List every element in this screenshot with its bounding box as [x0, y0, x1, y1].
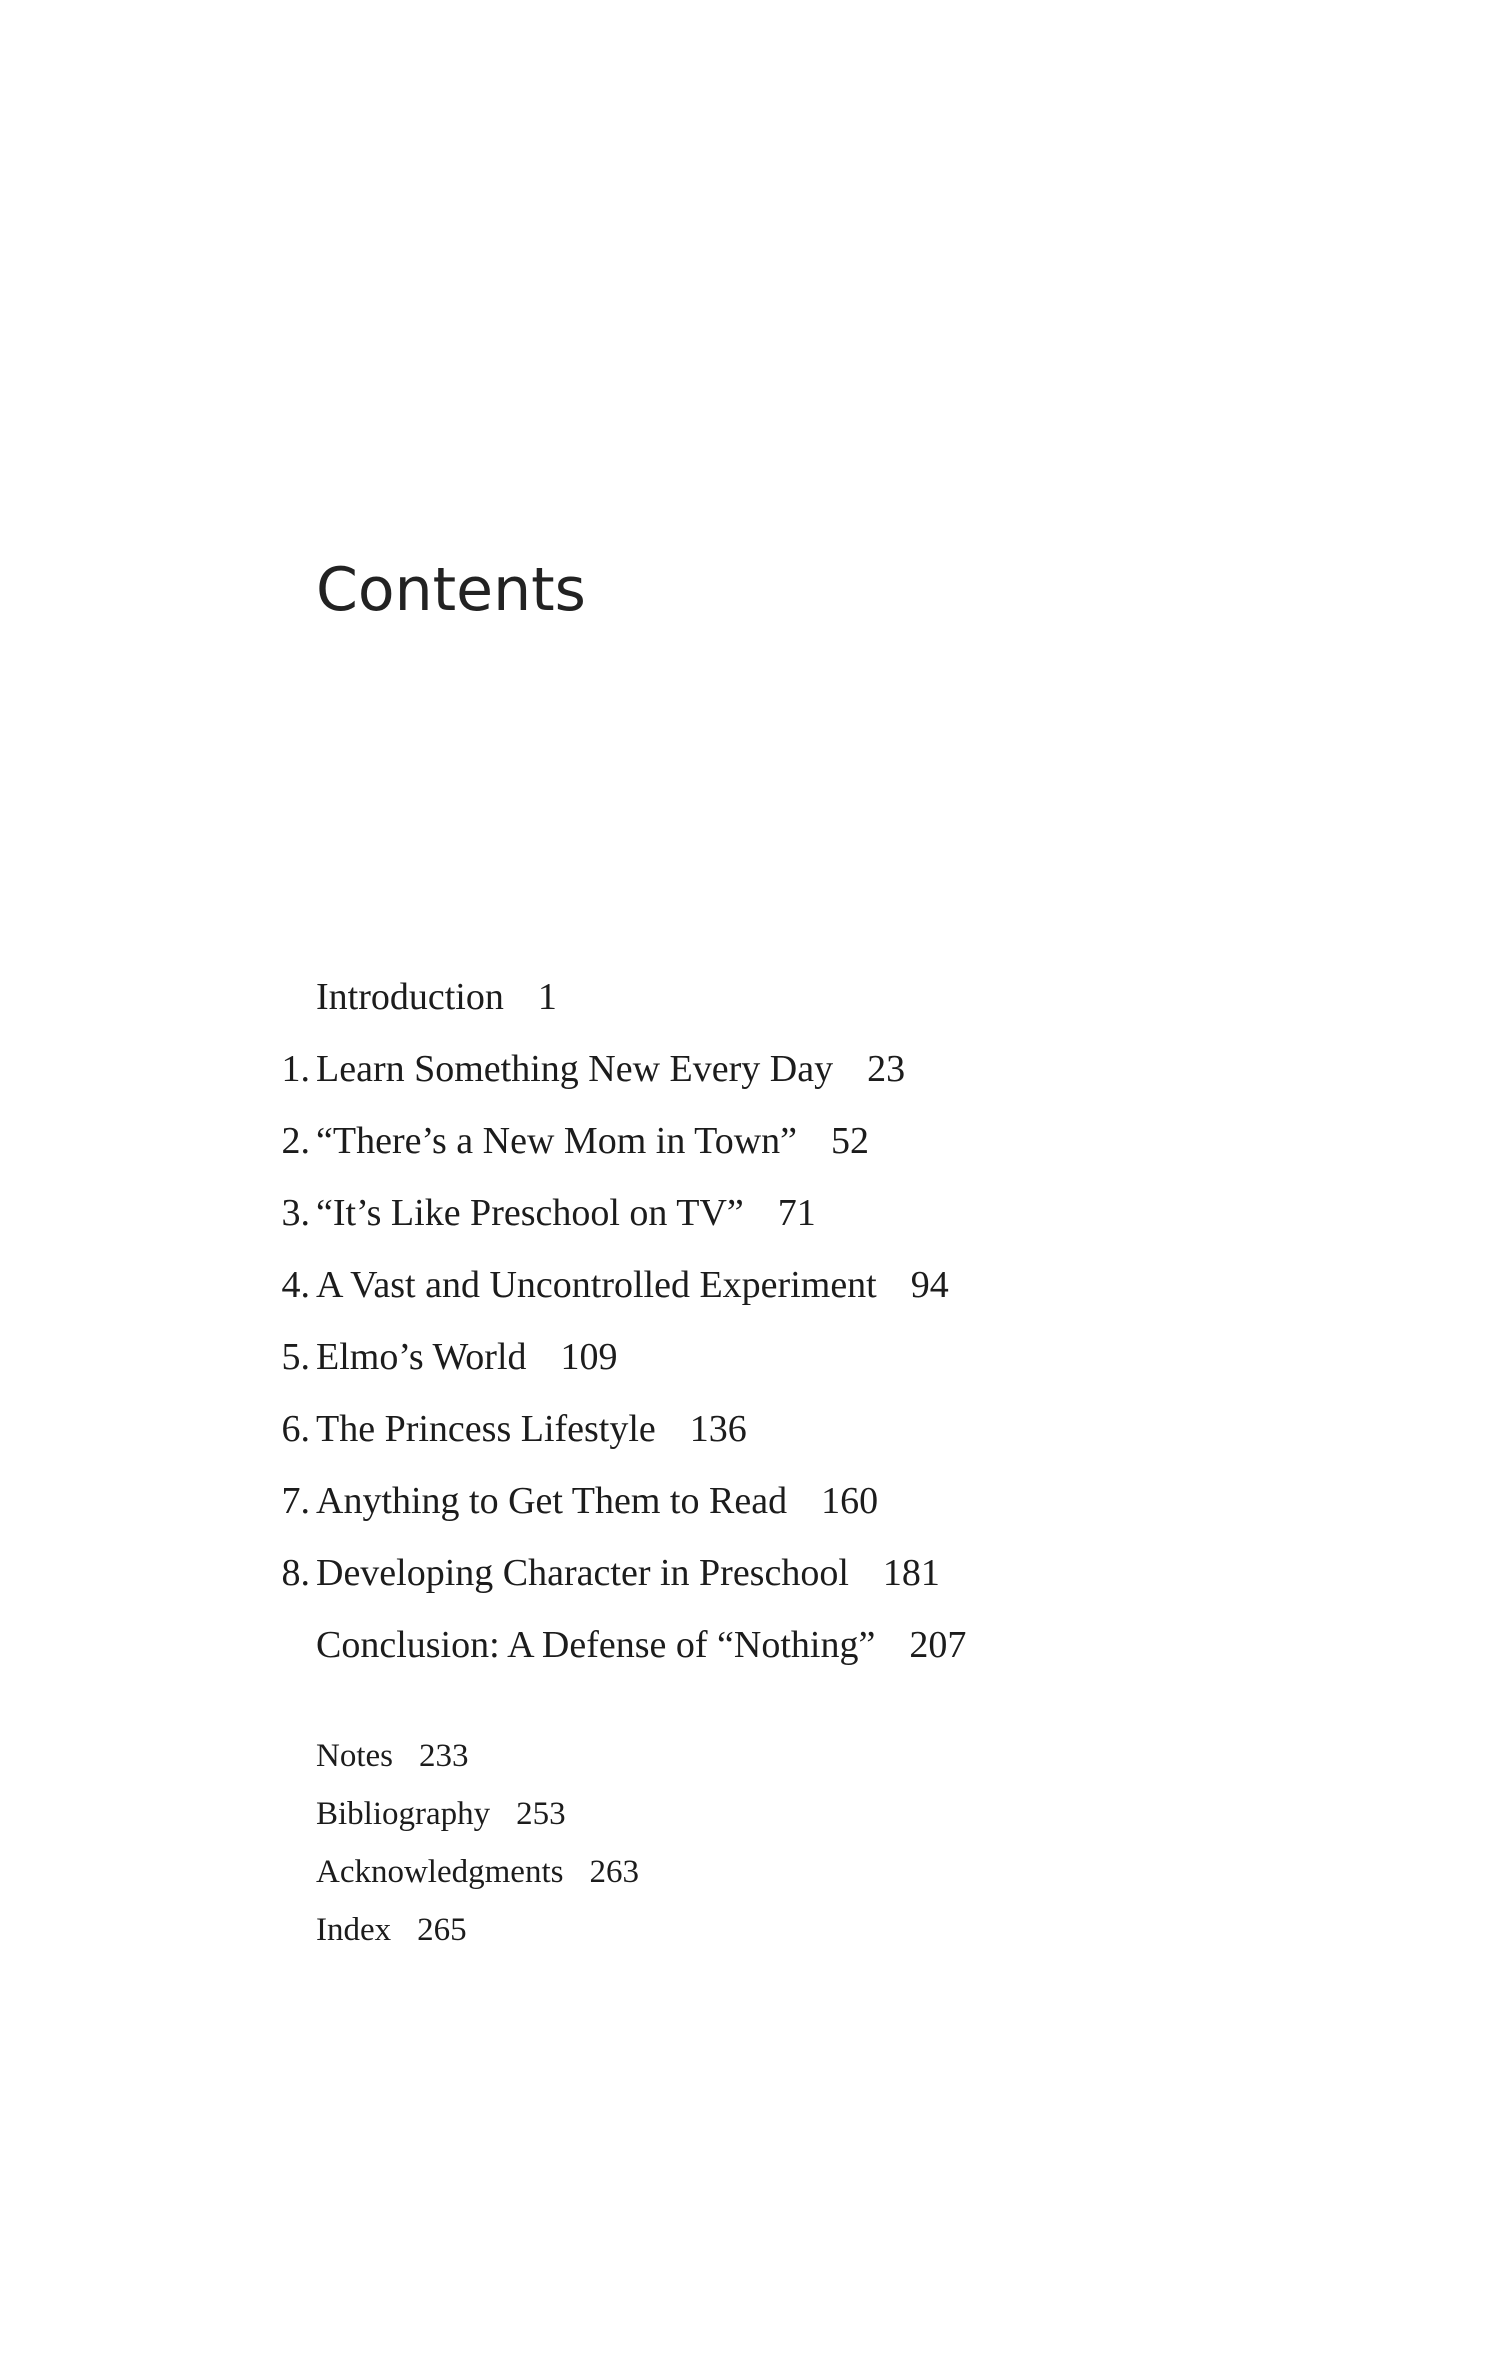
toc-entry-number: 4.	[281, 1264, 310, 1306]
toc-entry-number: 3.	[281, 1192, 310, 1234]
back-entry-page: 263	[589, 1854, 639, 1890]
back-entry-title: Notes	[316, 1738, 393, 1774]
toc-entry-title: Developing Character in Preschool	[316, 1552, 849, 1594]
toc-entry-page: 52	[831, 1120, 870, 1162]
toc-entry-page: 71	[777, 1192, 816, 1234]
back-entry-notes	[316, 1740, 469, 1773]
toc-entry-line	[316, 1266, 949, 1304]
toc-entry-page: 207	[909, 1624, 967, 1666]
toc-entry-line	[316, 1482, 878, 1520]
toc-entry-number: 2.	[281, 1120, 310, 1162]
toc-entry-title: Learn Something New Every Day	[316, 1048, 834, 1090]
toc-entry-page: 181	[882, 1552, 940, 1594]
toc-entry-page: 94	[910, 1264, 949, 1306]
back-entry-acknowledgments	[316, 1856, 639, 1889]
back-entry-page: 265	[417, 1912, 467, 1948]
toc-entry-line	[316, 1554, 940, 1592]
back-entry-title: Index	[316, 1912, 392, 1948]
back-entry-index	[316, 1914, 467, 1947]
toc-entry-title: “It’s Like Preschool on TV”	[316, 1192, 744, 1234]
toc-entry-page: 1	[537, 976, 557, 1018]
toc-entry-page: 160	[821, 1480, 879, 1522]
back-entry-bibliography	[316, 1798, 566, 1831]
toc-entry-title: A Vast and Uncontrolled Experiment	[316, 1264, 877, 1306]
toc-entry-number: 8.	[281, 1552, 310, 1594]
toc-entry-line	[316, 1122, 869, 1160]
toc-entry-line	[316, 1194, 816, 1232]
back-entry-title: Acknowledgments	[316, 1854, 564, 1890]
toc-entry-number: 5.	[281, 1336, 310, 1378]
toc-entry-line	[316, 1338, 618, 1376]
toc-entry-title: Introduction	[316, 976, 504, 1018]
toc-entry-title: The Princess Lifestyle	[316, 1408, 656, 1450]
toc-entry-line	[316, 1410, 747, 1448]
toc-entry-page: 136	[689, 1408, 747, 1450]
toc-entry-page: 109	[560, 1336, 618, 1378]
page-title: Contents	[316, 555, 586, 625]
toc-entry-line	[316, 1626, 966, 1664]
toc-entry-title: Anything to Get Them to Read	[316, 1480, 788, 1522]
back-entry-title: Bibliography	[316, 1796, 491, 1832]
toc-entry-line	[316, 1050, 905, 1088]
toc-entry-title: “There’s a New Mom in Town”	[316, 1120, 798, 1162]
toc-entry-number: 6.	[281, 1408, 310, 1450]
toc-entry-line	[316, 978, 557, 1016]
toc-entry-title: Conclusion: A Defense of “Nothing”	[316, 1624, 876, 1666]
toc-entry-number: 1.	[281, 1048, 310, 1090]
toc-entry-title: Elmo’s World	[316, 1336, 527, 1378]
toc-entry-number: 7.	[281, 1480, 310, 1522]
back-entry-page: 253	[516, 1796, 566, 1832]
toc-entry-page: 23	[867, 1048, 906, 1090]
back-entry-page: 233	[419, 1738, 469, 1774]
